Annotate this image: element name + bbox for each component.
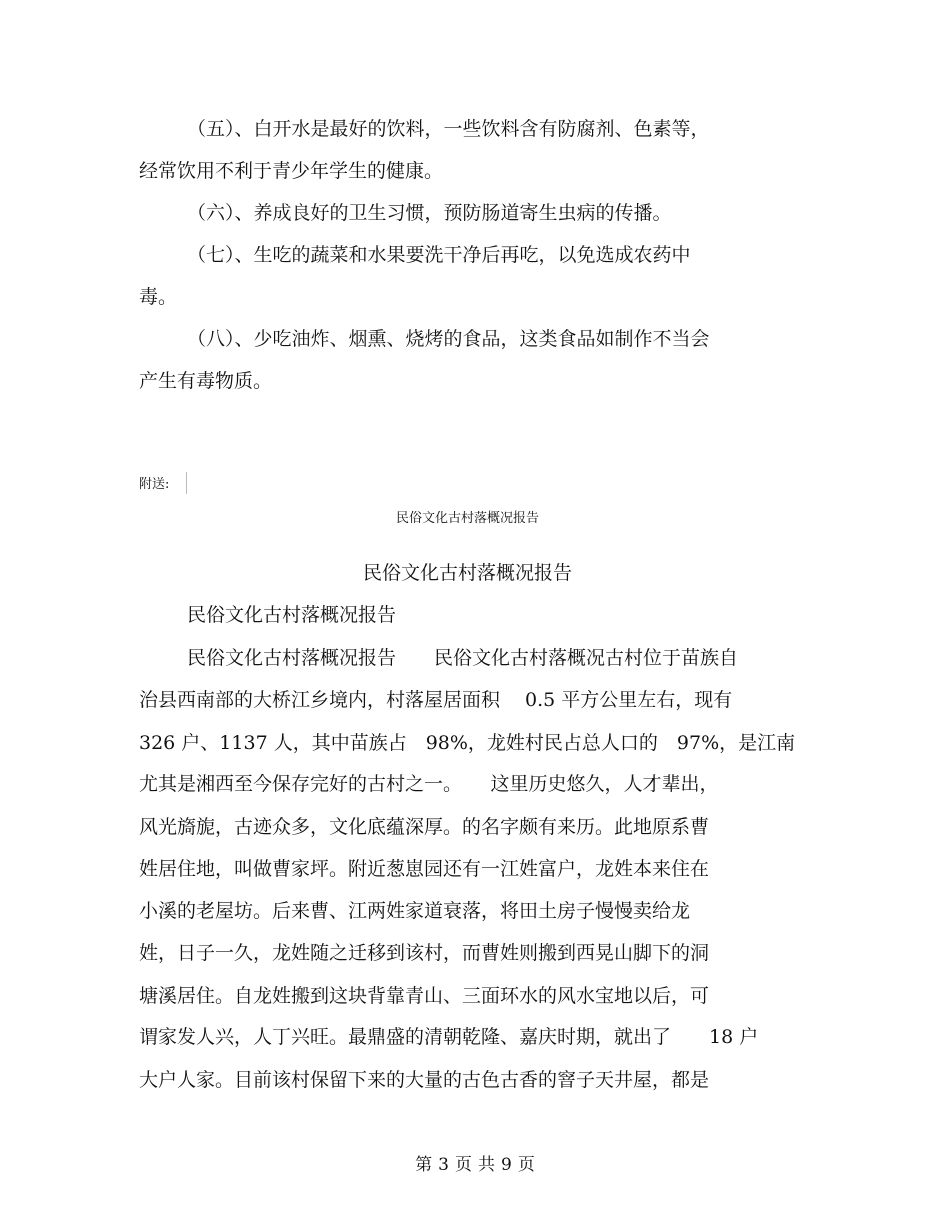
tip-line: （八）、少吃油炸、烟熏、烧烤的食品，这类食品如制作不当会 <box>187 328 710 350</box>
total-pages: 9 <box>501 1155 512 1175</box>
footer-suffix: 页 <box>517 1155 535 1175</box>
tip-line: （七）、生吃的蔬菜和水果要洗干净后再吃，以免选成农药中 <box>187 244 691 266</box>
body-line: 塘溪居住。自龙姓搬到这块背靠青山、三面环水的风水宝地以后，可 <box>139 985 710 1007</box>
body-line: 小溪的老屋坊。后来曹、江两姓家道衰落，将田土房子慢慢卖给龙 <box>139 900 691 922</box>
tip-line: （五）、白开水是最好的饮料，一些饮料含有防腐剂、色素等， <box>187 118 710 140</box>
footer-page-word: 页 <box>455 1155 472 1175</box>
body-line: 姓，日子一久，龙姓随之迁移到该村，而曹姓则搬到西晃山脚下的洞 <box>139 942 710 964</box>
tip-line: 毒。 <box>139 286 178 308</box>
appendix-divider <box>186 472 187 494</box>
body-line: 谓家发人兴，人丁兴旺。最鼎盛的清朝乾隆、嘉庆时期，就出了 18 户 <box>139 1026 759 1048</box>
page-footer <box>0 1150 950 1175</box>
report-header-small: 民俗文化古村落概况报告 <box>395 511 539 526</box>
footer-prefix: 第 <box>415 1155 433 1175</box>
body-line: 尤其是湘西至今保存完好的古村之一。 这里历史悠久，人才辈出， <box>139 773 719 795</box>
body-line: 大户人家。目前该村保留下来的大量的古色古香的窨子天井屋，都是 <box>139 1069 710 1091</box>
page-number: 3 <box>438 1155 449 1175</box>
body-line: 姓居住地，叫做曹家坪。附近葱崽园还有一江姓富户，龙姓本来住在 <box>139 858 710 880</box>
body-line: 风光旖旎，古迹众多，文化底蕴深厚。的名字颇有来历。此地原系曹 <box>139 816 710 838</box>
tip-line: 经常饮用不利于青少年学生的健康。 <box>139 160 444 182</box>
appendix-label: 附送: <box>139 477 170 492</box>
report-title: 民俗文化古村落概况报告 <box>362 562 572 584</box>
footer-total-word: 共 <box>478 1155 495 1175</box>
body-line: 治县西南部的大桥江乡境内，村落屋居面积 0.5 平方公里左右，现有 <box>139 689 733 711</box>
tip-line: 产生有毒物质。 <box>139 370 273 392</box>
body-line: 326 户、1137 人，其中苗族占 98%，龙姓村民占总人口的 97%，是江南 <box>139 732 796 754</box>
body-line: 民俗文化古村落概况报告 民俗文化古村落概况古村位于苗族自 <box>187 647 739 669</box>
tip-line: （六）、养成良好的卫生习惯，预防肠道寄生虫病的传播。 <box>187 202 672 224</box>
report-subtitle: 民俗文化古村落概况报告 <box>187 604 397 626</box>
